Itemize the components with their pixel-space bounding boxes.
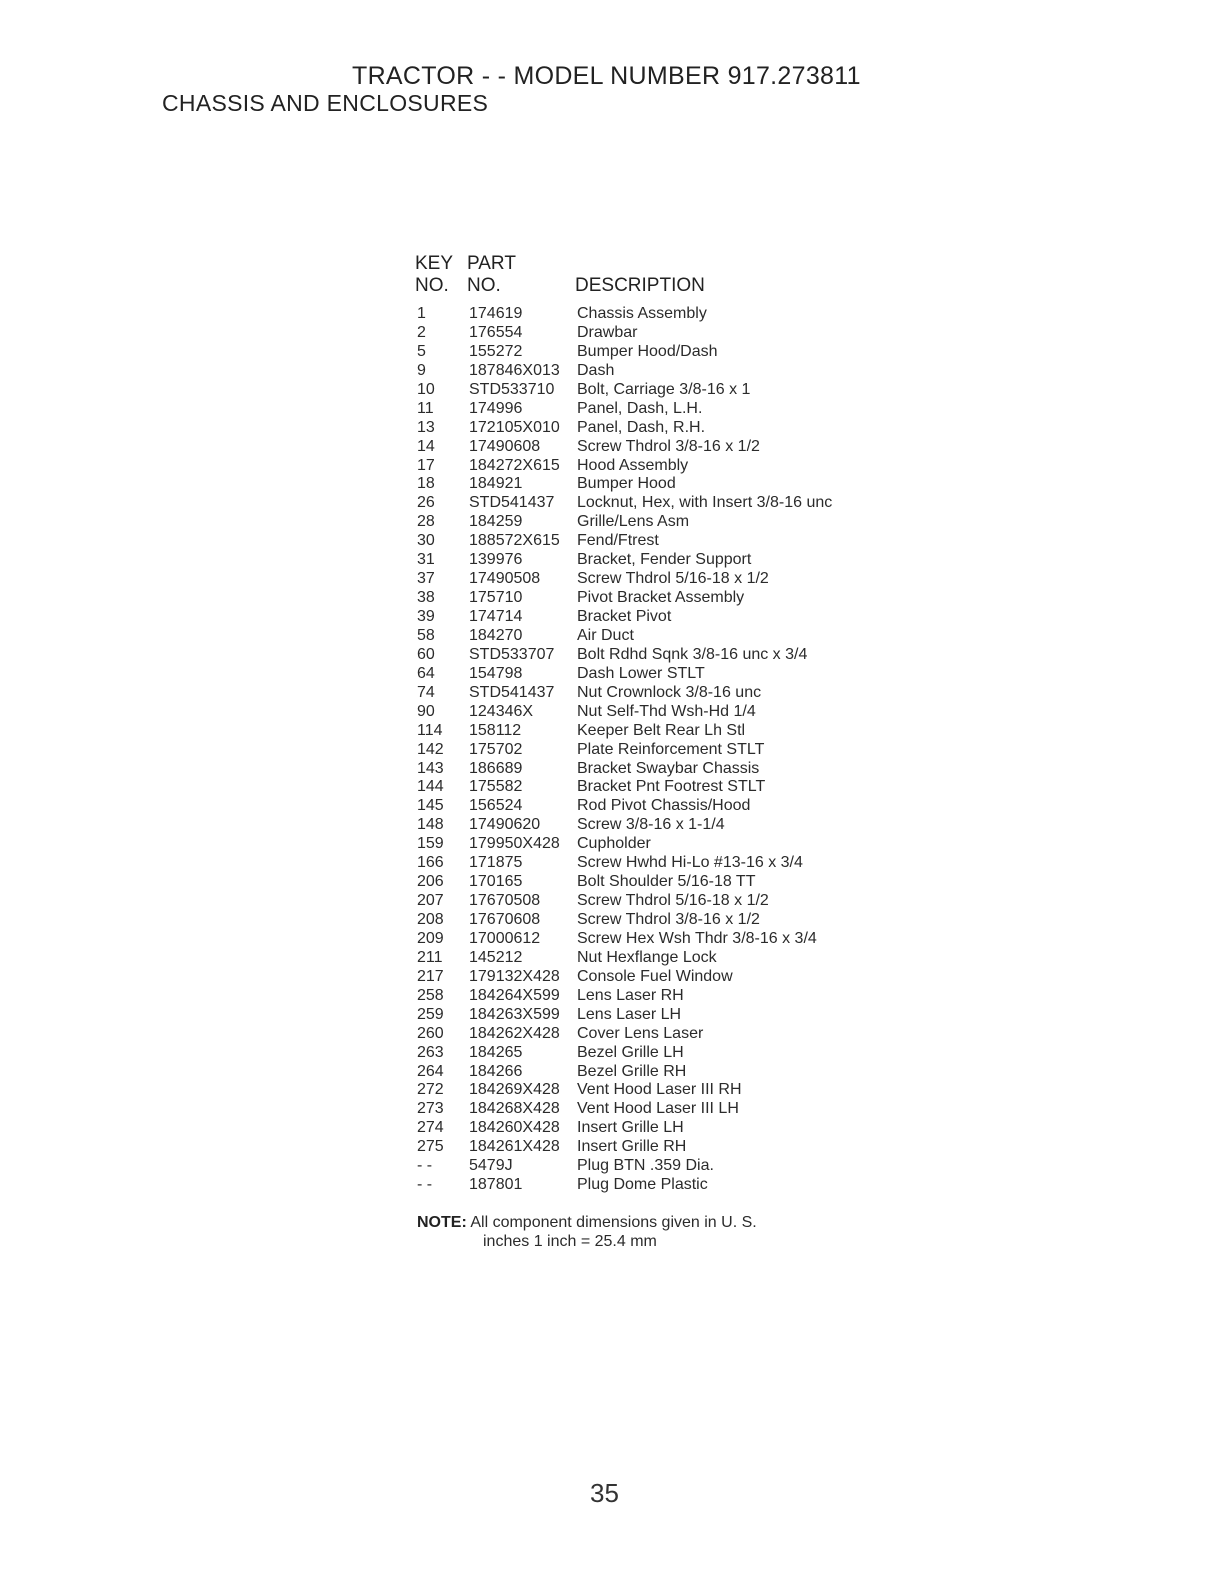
note-line1: All component dimensions given in U. S. bbox=[470, 1214, 757, 1231]
table-row bbox=[417, 816, 877, 835]
note-label: NOTE: bbox=[417, 1214, 467, 1231]
part-number: 174714 bbox=[469, 608, 523, 625]
part-description: Screw 3/8-16 x 1-1/4 bbox=[577, 816, 725, 834]
key-number: 258 bbox=[417, 986, 444, 1004]
table-row bbox=[417, 854, 877, 873]
table-row bbox=[417, 381, 877, 400]
part-number: 176554 bbox=[469, 323, 523, 341]
table-row bbox=[417, 475, 877, 494]
part-number: STD533710 bbox=[469, 380, 555, 398]
part-number: 174619 bbox=[469, 305, 523, 322]
key-number: 26 bbox=[417, 494, 435, 512]
table-row bbox=[417, 873, 877, 892]
key-number: 143 bbox=[417, 759, 444, 777]
table-row bbox=[417, 1138, 877, 1157]
table-row bbox=[417, 968, 877, 987]
key-number: 2 bbox=[417, 323, 426, 341]
header-part-line1: PART bbox=[467, 253, 516, 274]
key-number: 148 bbox=[417, 816, 444, 834]
key-number: 11 bbox=[417, 399, 434, 417]
key-number: 274 bbox=[417, 1119, 444, 1137]
table-row bbox=[417, 400, 877, 419]
part-number: 175582 bbox=[469, 778, 523, 796]
table-row bbox=[417, 1081, 877, 1100]
part-number: 145212 bbox=[469, 948, 523, 966]
table-row bbox=[417, 324, 877, 343]
part-number: 17670508 bbox=[469, 892, 541, 910]
table-row bbox=[417, 835, 877, 854]
key-number: 31 bbox=[417, 551, 435, 569]
part-description: Bracket, Fender Support bbox=[577, 551, 752, 569]
key-number: 144 bbox=[417, 778, 444, 796]
part-number: 184262X428 bbox=[469, 1024, 560, 1042]
table-row bbox=[417, 1176, 877, 1195]
part-number: 184921 bbox=[469, 475, 523, 493]
part-number: 187801 bbox=[469, 1176, 523, 1194]
part-number: 175702 bbox=[469, 740, 523, 758]
key-number: 166 bbox=[417, 854, 444, 872]
table-row bbox=[417, 665, 877, 684]
part-description: Nut Hexflange Lock bbox=[577, 948, 717, 966]
part-description: Air Duct bbox=[577, 626, 634, 644]
key-number: 275 bbox=[417, 1138, 444, 1156]
key-number: 14 bbox=[417, 437, 435, 455]
key-number: 208 bbox=[417, 911, 444, 928]
table-row bbox=[417, 589, 877, 608]
part-number: 184263X599 bbox=[469, 1005, 560, 1023]
part-description: Lens Laser RH bbox=[577, 986, 684, 1004]
key-number: 10 bbox=[417, 380, 435, 398]
table-row bbox=[417, 1119, 877, 1138]
part-description: Bezel Grille RH bbox=[577, 1062, 687, 1080]
part-number: 17490508 bbox=[469, 570, 541, 588]
key-number: 207 bbox=[417, 892, 444, 910]
part-description: Rod Pivot Chassis/Hood bbox=[577, 797, 751, 815]
part-number: STD541437 bbox=[469, 494, 555, 512]
table-row bbox=[417, 684, 877, 703]
table-row bbox=[417, 305, 877, 324]
part-number: 154798 bbox=[469, 664, 523, 682]
table-row bbox=[417, 1025, 877, 1044]
key-number: 1 bbox=[417, 305, 426, 322]
table-row bbox=[417, 1157, 877, 1176]
part-number: 17670608 bbox=[469, 911, 541, 928]
table-row bbox=[417, 722, 877, 741]
part-description: Bracket Swaybar Chassis bbox=[577, 759, 760, 777]
part-number: 5479J bbox=[469, 1157, 513, 1175]
part-number: 170165 bbox=[469, 873, 523, 891]
header-description: DESCRIPTION bbox=[575, 275, 705, 296]
part-description: Screw Thdrol 3/8-16 x 1/2 bbox=[577, 437, 760, 455]
page-title: TRACTOR - - MODEL NUMBER 917.273811 bbox=[352, 62, 861, 90]
part-number: 184259 bbox=[469, 513, 523, 531]
part-number: 179950X428 bbox=[469, 835, 560, 853]
part-description: Chassis Assembly bbox=[577, 305, 707, 322]
part-number: 17000612 bbox=[469, 929, 541, 947]
part-description: Screw Hwhd Hi-Lo #13-16 x 3/4 bbox=[577, 854, 803, 872]
table-row bbox=[417, 494, 877, 513]
key-number: 142 bbox=[417, 740, 444, 758]
key-number: 28 bbox=[417, 513, 435, 531]
part-description: Cover Lens Laser bbox=[577, 1024, 704, 1042]
key-number: 259 bbox=[417, 1005, 444, 1023]
part-description: Panel, Dash, R.H. bbox=[577, 418, 706, 436]
header-key-line2: NO. bbox=[415, 275, 449, 296]
part-description: Plate Reinforcement STLT bbox=[577, 740, 765, 758]
part-number: 186689 bbox=[469, 759, 523, 777]
table-row bbox=[417, 570, 877, 589]
key-number: 211 bbox=[417, 948, 443, 966]
part-number: 184268X428 bbox=[469, 1100, 560, 1118]
key-number: 9 bbox=[417, 361, 426, 379]
key-number: 39 bbox=[417, 608, 435, 625]
key-number: 64 bbox=[417, 664, 435, 682]
table-row bbox=[417, 513, 877, 532]
header-key-line1: KEY bbox=[415, 253, 454, 274]
part-description: Bolt Shoulder 5/16-18 TT bbox=[577, 873, 756, 891]
part-number: 188572X615 bbox=[469, 532, 560, 550]
key-number: 58 bbox=[417, 626, 435, 644]
key-number: 90 bbox=[417, 702, 435, 720]
part-description: Bumper Hood bbox=[577, 475, 676, 493]
part-number: 179132X428 bbox=[469, 967, 560, 985]
key-number: 206 bbox=[417, 873, 444, 891]
key-number: 273 bbox=[417, 1100, 444, 1118]
key-number: - - bbox=[417, 1176, 433, 1194]
part-description: Pivot Bracket Assembly bbox=[577, 589, 745, 607]
key-number: 5 bbox=[417, 342, 426, 360]
part-description: Vent Hood Laser III RH bbox=[577, 1081, 742, 1099]
table-row bbox=[417, 457, 877, 476]
part-number: STD533707 bbox=[469, 645, 555, 663]
table-row bbox=[417, 419, 877, 438]
key-number: 18 bbox=[417, 475, 435, 493]
part-description: Locknut, Hex, with Insert 3/8-16 unc bbox=[577, 494, 833, 512]
table-row bbox=[417, 608, 877, 627]
key-number: 264 bbox=[417, 1062, 444, 1080]
header-part-line2: NO. bbox=[467, 275, 501, 296]
part-description: Drawbar bbox=[577, 323, 638, 341]
table-row bbox=[417, 1063, 877, 1082]
part-description: Bezel Grille LH bbox=[577, 1043, 684, 1061]
part-description: Fend/Ftrest bbox=[577, 532, 659, 550]
table-row bbox=[417, 1044, 877, 1063]
table-row bbox=[417, 760, 877, 779]
key-number: 209 bbox=[417, 929, 444, 947]
part-number: 17490620 bbox=[469, 816, 541, 834]
key-number: 260 bbox=[417, 1024, 444, 1042]
key-number: 217 bbox=[417, 967, 444, 985]
part-number: 124346X bbox=[469, 702, 534, 720]
table-row bbox=[417, 892, 877, 911]
table-row bbox=[417, 551, 877, 570]
key-number: 145 bbox=[417, 797, 444, 815]
section-subtitle: CHASSIS AND ENCLOSURES bbox=[162, 90, 489, 116]
note-line2: inches 1 inch = 25.4 mm bbox=[483, 1233, 657, 1250]
table-row bbox=[417, 1100, 877, 1119]
key-number: 159 bbox=[417, 835, 444, 853]
part-description: Nut Crownlock 3/8-16 unc bbox=[577, 683, 762, 701]
part-description: Dash bbox=[577, 361, 615, 379]
part-description: Plug BTN .359 Dia. bbox=[577, 1157, 714, 1175]
part-number: 174996 bbox=[469, 399, 523, 417]
part-description: Insert Grille RH bbox=[577, 1138, 687, 1156]
note bbox=[417, 1213, 757, 1250]
part-number: 139976 bbox=[469, 551, 523, 569]
key-number: 60 bbox=[417, 645, 435, 663]
part-number: 184272X615 bbox=[469, 456, 560, 474]
page-number: 35 bbox=[590, 1478, 619, 1508]
part-number: 175710 bbox=[469, 589, 523, 607]
part-description: Bumper Hood/Dash bbox=[577, 342, 718, 360]
table-row bbox=[417, 646, 877, 665]
key-number: - - bbox=[417, 1157, 433, 1175]
table-row bbox=[417, 362, 877, 381]
table-row bbox=[417, 797, 877, 816]
part-description: Console Fuel Window bbox=[577, 967, 733, 985]
part-number: 184264X599 bbox=[469, 986, 560, 1004]
part-description: Screw Thdrol 3/8-16 x 1/2 bbox=[577, 911, 760, 928]
table-row bbox=[417, 930, 877, 949]
part-number: 184261X428 bbox=[469, 1138, 560, 1156]
key-number: 13 bbox=[417, 418, 435, 436]
table-row bbox=[417, 778, 877, 797]
part-description: Grille/Lens Asm bbox=[577, 513, 690, 531]
part-number: 184265 bbox=[469, 1043, 523, 1061]
key-number: 114 bbox=[417, 721, 443, 739]
part-description: Bolt, Carriage 3/8-16 x 1 bbox=[577, 380, 751, 398]
part-description: Cupholder bbox=[577, 835, 651, 853]
key-number: 30 bbox=[417, 532, 435, 550]
table-row bbox=[417, 949, 877, 968]
part-number: 184266 bbox=[469, 1062, 523, 1080]
table-row bbox=[417, 532, 877, 551]
table-row bbox=[417, 741, 877, 760]
part-number: 171875 bbox=[469, 854, 523, 872]
part-description: Lens Laser LH bbox=[577, 1005, 682, 1023]
part-description: Vent Hood Laser III LH bbox=[577, 1100, 739, 1118]
part-number: 184269X428 bbox=[469, 1081, 560, 1099]
part-number: 184270 bbox=[469, 626, 523, 644]
key-number: 74 bbox=[417, 683, 435, 701]
part-number: 156524 bbox=[469, 797, 523, 815]
table-row bbox=[417, 343, 877, 362]
part-number: 184260X428 bbox=[469, 1119, 560, 1137]
key-number: 38 bbox=[417, 589, 435, 607]
part-description: Keeper Belt Rear Lh Stl bbox=[577, 721, 746, 739]
part-description: Hood Assembly bbox=[577, 456, 689, 474]
part-description: Panel, Dash, L.H. bbox=[577, 399, 703, 417]
table-row bbox=[417, 703, 877, 722]
part-number: 158112 bbox=[469, 721, 522, 739]
table-row bbox=[417, 987, 877, 1006]
part-description: Bolt Rdhd Sqnk 3/8-16 unc x 3/4 bbox=[577, 645, 808, 663]
parts-list bbox=[417, 305, 877, 1195]
part-description: Screw Thdrol 5/16-18 x 1/2 bbox=[577, 570, 769, 588]
part-number: 172105X010 bbox=[469, 418, 560, 436]
part-description: Plug Dome Plastic bbox=[577, 1176, 708, 1194]
key-number: 263 bbox=[417, 1043, 444, 1061]
part-description: Dash Lower STLT bbox=[577, 664, 705, 682]
part-number: 155272 bbox=[469, 342, 523, 360]
part-number: STD541437 bbox=[469, 683, 555, 701]
table-row bbox=[417, 627, 877, 646]
table-row bbox=[417, 911, 877, 930]
part-number: 17490608 bbox=[469, 437, 541, 455]
part-description: Bracket Pivot bbox=[577, 608, 672, 625]
part-description: Screw Hex Wsh Thdr 3/8-16 x 3/4 bbox=[577, 929, 817, 947]
part-description: Screw Thdrol 5/16-18 x 1/2 bbox=[577, 892, 769, 910]
part-description: Insert Grille LH bbox=[577, 1119, 684, 1137]
part-number: 187846X013 bbox=[469, 361, 560, 379]
part-description: Bracket Pnt Footrest STLT bbox=[577, 778, 766, 796]
part-description: Nut Self-Thd Wsh-Hd 1/4 bbox=[577, 702, 756, 720]
table-row bbox=[417, 1006, 877, 1025]
key-number: 272 bbox=[417, 1081, 444, 1099]
key-number: 17 bbox=[417, 456, 435, 474]
table-row bbox=[417, 438, 877, 457]
key-number: 37 bbox=[417, 570, 435, 588]
